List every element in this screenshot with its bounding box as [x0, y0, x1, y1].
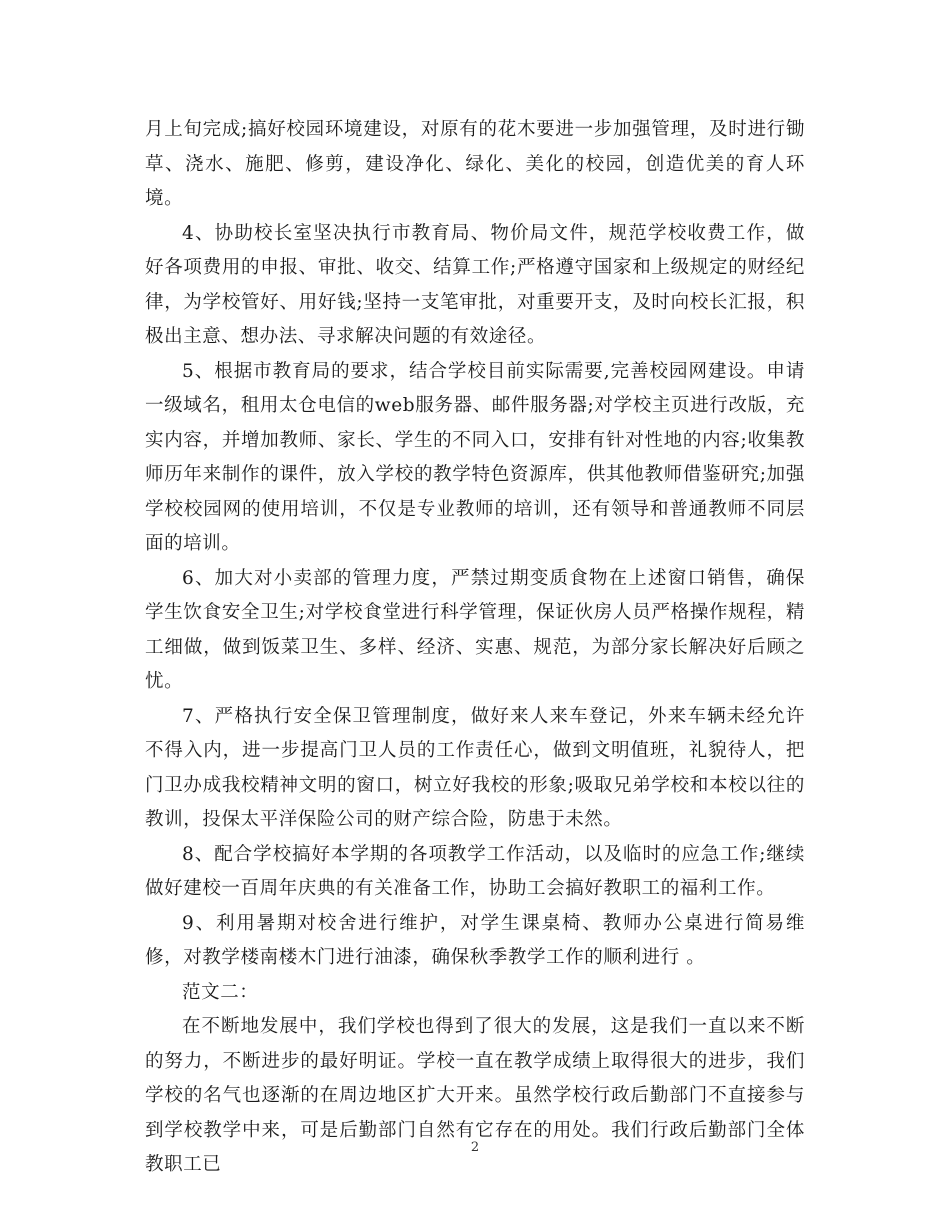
paragraph-item-9: 9、利用暑期对校舍进行维护，对学生课桌椅、教师办公桌进行简易维修，对教学楼南楼木门进行油漆，确保秋季教学工作的顺利进行 。 [145, 912, 805, 968]
paragraph-continuation: 月上旬完成;搞好校园环境建设，对原有的花木要进一步加强管理，及时进行锄草、浇水、施肥、修剪，建设净化、绿化、美化的校园，创造优美的育人环境。 [145, 119, 805, 209]
paragraph-item-8: 8、配合学校搞好本学期的各项教学工作活动，以及临时的应急工作;继续做好建校一百周年庆典的有关准备工作，协助工会搞好教职工的福利工作。 [145, 843, 805, 899]
document-body [145, 113, 805, 1183]
page-number: 2 [470, 1140, 480, 1155]
paragraph-item-5: 5、根据市教育局的要求，结合学校目前实际需要,完善校园网建设。申请一级域名，租用太仓电信的web服务器、邮件服务器;对学校主页进行改版，充实内容，并增加教师、家长、学生的不同入口，安排有针对性地的内容;收集教师历年来制作的课件，放入学校的教学特色资源库，供其他教师借鉴研究;加强学校校园网的使用培训，不仅是专业教师的培训，还有领导和普通教师不同层面的培训。 [145, 360, 805, 554]
paragraph-sample-two-intro: 在不断地发展中，我们学校也得到了很大的发展，这是我们一直以来不断的努力，不断进步的最好明证。学校一直在教学成绩上取得很大的进步，我们学校的名气也逐渐的在周边地区扩大开来。虽然学校行政后勤部门不直接参与到学校教学中来，可是后勤部门自然有它存在的用处。我们行政后勤部门全体教职工已 [145, 1016, 805, 1175]
section-heading-sample-two: 范文二： [182, 981, 259, 1003]
paragraph-item-7: 7、严格执行安全保卫管理制度，做好来人来车登记，外来车辆未经允许不得入内，进一步提高门卫人员的工作责任心，做到文明值班，礼貌待人，把门卫办成我校精神文明的窗口，树立好我校的形象;吸取兄弟学校和本校以往的教训，投保太平洋保险公司的财产综合险，防患于未然。 [145, 705, 805, 830]
paragraph-item-6: 6、加大对小卖部的管理力度，严禁过期变质食物在上述窗口销售，确保学生饮食安全卫生;对学校食堂进行科学管理，保证伙房人员严格操作规程，精工细做，做到饭菜卫生、多样、经济、实惠、规范，为部分家长解决好后顾之忧。 [145, 567, 805, 692]
paragraph-item-4: 4、协助校长室坚决执行市教育局、物价局文件，规范学校收费工作，做好各项费用的申报、审批、收交、结算工作;严格遵守国家和上级规定的财经纪律，为学校管好、用好钱;坚持一支笔审批，对重要开支，及时向校长汇报，积极出主意、想办法、寻求解决问题的有效途径。 [145, 222, 805, 347]
